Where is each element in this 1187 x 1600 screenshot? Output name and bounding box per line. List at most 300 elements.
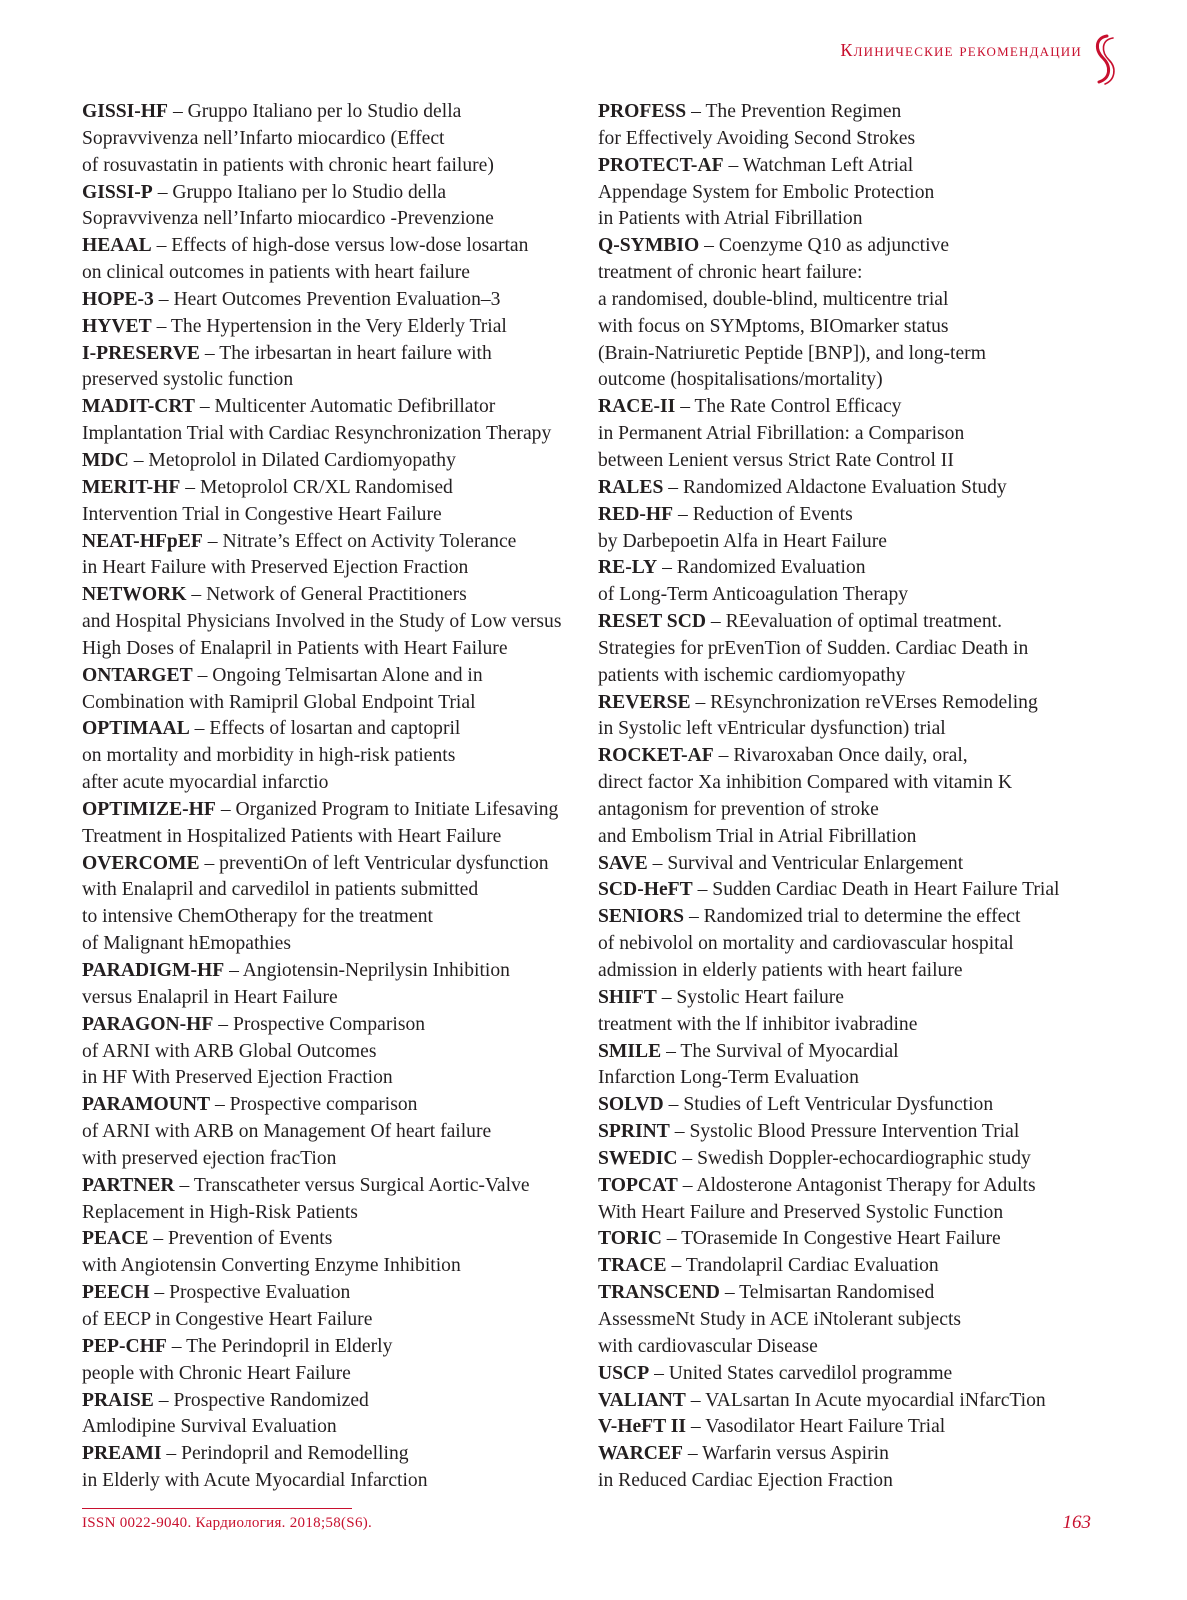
entry-line <box>82 1226 582 1253</box>
abbreviation-entry <box>598 394 1118 475</box>
entry-line <box>82 716 582 743</box>
entry-line <box>598 502 1118 529</box>
definition-text: of nebivolol on mortality and cardiovascular hospital <box>598 933 1014 955</box>
abbreviation-entry <box>598 1388 1118 1415</box>
definition-text: – The Survival of Myocardial <box>666 1040 899 1062</box>
entry-line <box>82 475 582 502</box>
definition-text: in Permanent Atrial Fibrillation: a Comparison <box>598 423 965 445</box>
entry-line <box>82 421 582 448</box>
abbreviation-term: GISSI-HF <box>82 101 169 122</box>
entry-line <box>598 1468 1118 1495</box>
entry-line <box>598 1253 1118 1280</box>
abbreviation-entry <box>82 663 582 717</box>
entry-line <box>82 1012 582 1039</box>
entry-line <box>598 1414 1118 1441</box>
definition-text: – Metoprolol CR/XL Randomised <box>185 476 453 498</box>
definition-text: after acute myocardial infarctio <box>82 772 329 794</box>
abbreviation-entry <box>598 475 1118 502</box>
definition-text: – Systolic Blood Pressure Intervention Trial <box>674 1121 1020 1143</box>
definition-text: – VALsartan In Acute myocardial iNfarcTion <box>690 1389 1046 1411</box>
entry-line <box>82 1334 582 1361</box>
entry-line <box>82 1065 582 1092</box>
abbreviation-entry <box>82 1012 582 1093</box>
definition-text: AssessmeNt Study in ACE iNtolerant subjects <box>598 1308 962 1330</box>
entry-line <box>598 582 1118 609</box>
entry-line <box>598 851 1118 878</box>
abbreviation-list-left <box>82 99 582 1495</box>
definition-text: Treatment in Hospitalized Patients with Heart Failure <box>82 825 502 847</box>
abbreviation-term: SCD-HeFT <box>598 879 693 901</box>
abbreviation-term: PARADIGM-HF <box>82 960 225 981</box>
entry-line <box>598 609 1118 636</box>
abbreviation-entry <box>82 287 582 314</box>
abbreviation-term: PROTECT-AF <box>598 154 724 176</box>
entry-line <box>82 233 582 260</box>
abbreviation-entry <box>82 394 582 448</box>
abbreviation-entry <box>598 1253 1118 1280</box>
entry-line <box>82 180 582 207</box>
abbreviation-list-right <box>598 99 1118 1495</box>
definition-text: – Rivaroxaban Once daily, oral, <box>718 745 968 767</box>
definition-text: – TOrasemide In Congestive Heart Failure <box>666 1228 1001 1250</box>
entry-line <box>598 985 1118 1012</box>
abbreviation-term: V-HeFT II <box>598 1416 686 1438</box>
abbreviation-entry <box>82 1441 582 1495</box>
abbreviation-term: ONTARGET <box>82 664 193 686</box>
abbreviation-entry <box>82 1388 582 1442</box>
abbreviation-entry <box>82 233 582 287</box>
entry-line <box>82 206 582 233</box>
definition-text: preserved systolic function <box>82 369 294 391</box>
abbreviation-entry <box>82 1226 582 1280</box>
abbreviation-entry <box>82 341 582 395</box>
entry-line <box>82 931 582 958</box>
definition-text: treatment of chronic heart failure: <box>598 262 863 284</box>
abbreviation-term: PRAISE <box>82 1389 154 1411</box>
entry-line <box>82 367 582 394</box>
definition-text: (Brain-Natriuretic Peptide [BNP]), and long-term <box>598 342 986 364</box>
entry-line <box>598 529 1118 556</box>
definition-text: – Metoprolol in Dilated Cardiomyopathy <box>133 449 456 471</box>
entry-line <box>82 1253 582 1280</box>
abbreviation-entry <box>82 582 582 663</box>
definition-text: versus Enalapril in Heart Failure <box>82 986 338 1008</box>
definition-text: – Prospective Comparison <box>218 1013 426 1035</box>
abbreviation-term: SOLVD <box>598 1094 664 1116</box>
definition-text: treatment with the lf inhibitor ivabradine <box>598 1013 918 1035</box>
definition-text: – Sudden Cardiac Death in Heart Failure Trial <box>697 879 1060 901</box>
entry-line <box>82 555 582 582</box>
abbreviation-term: TORIC <box>598 1228 662 1250</box>
abbreviation-term: USCP <box>598 1362 650 1384</box>
entry-line <box>598 770 1118 797</box>
abbreviation-entry <box>82 851 582 958</box>
definition-text: antagonism for prevention of stroke <box>598 798 879 820</box>
definition-text: by Darbepoetin Alfa in Heart Failure <box>598 530 887 552</box>
abbreviation-term: RED-HF <box>598 503 674 525</box>
entry-line <box>598 1361 1118 1388</box>
abbreviation-entry <box>82 99 582 180</box>
abbreviation-term: SMILE <box>598 1040 662 1062</box>
abbreviation-entry <box>598 904 1118 985</box>
abbreviation-term: PARAGON-HF <box>82 1013 214 1035</box>
abbreviation-term: TOPCAT <box>598 1174 678 1196</box>
abbreviation-term: RACE-II <box>598 396 676 418</box>
definition-text: – Reduction of Events <box>678 503 853 525</box>
definition-text: – Effects of losartan and captopril <box>194 718 461 740</box>
definition-text: – Aldosterone Antagonist Therapy for Adults <box>682 1174 1036 1196</box>
entry-line <box>598 1307 1118 1334</box>
definition-text: outcome (hospitalisations/mortality) <box>598 369 883 391</box>
entry-line <box>82 1173 582 1200</box>
definition-text: – REevaluation of optimal treatment. <box>710 611 1003 633</box>
entry-line <box>598 716 1118 743</box>
entry-line <box>598 690 1118 717</box>
entry-line <box>82 1388 582 1415</box>
entry-line <box>598 555 1118 582</box>
definition-text: admission in elderly patients with heart failure <box>598 960 963 981</box>
entry-line <box>598 367 1118 394</box>
footer-citation: ISSN 0022-9040. Кардиология. 2018;58(S6). <box>82 1515 373 1531</box>
definition-text: With Heart Failure and Preserved Systolic Function <box>598 1201 1004 1223</box>
abbreviation-entry <box>598 1039 1118 1093</box>
entry-line <box>82 663 582 690</box>
abbreviation-entry <box>598 1280 1118 1361</box>
abbreviation-entry <box>598 743 1118 850</box>
entry-line <box>82 1280 582 1307</box>
abbreviation-entry <box>82 1092 582 1173</box>
definition-text: – Randomized Aldactone Evaluation Study <box>668 476 1007 498</box>
entry-line <box>598 260 1118 287</box>
definition-text: – Gruppo Italiano per lo Studio della <box>172 101 462 122</box>
abbreviation-entry <box>598 1173 1118 1227</box>
abbreviation-term: TRACE <box>598 1255 667 1277</box>
abbreviation-entry <box>82 1334 582 1388</box>
definition-text: Implantation Trial with Cardiac Resynchronization Therapy <box>82 423 552 445</box>
definition-text: High Doses of Enalapril in Patients with Heart Failure <box>82 637 508 659</box>
abbreviation-entry <box>82 716 582 797</box>
definition-text: – Network of General Practitioners <box>191 584 467 606</box>
definition-text: – Heart Outcomes Prevention Evaluation–3 <box>158 288 501 310</box>
abbreviation-entry <box>82 1280 582 1334</box>
entry-line <box>598 1039 1118 1066</box>
definition-text: of EECP in Congestive Heart Failure <box>82 1308 373 1330</box>
entry-line <box>598 448 1118 475</box>
abbreviation-entry <box>82 1173 582 1227</box>
entry-line <box>82 529 582 556</box>
definition-text: in Elderly with Acute Myocardial Infarction <box>82 1470 428 1492</box>
abbreviation-entry <box>598 1441 1118 1495</box>
definition-text: for Effectively Avoiding Second Strokes <box>598 127 916 149</box>
entry-line <box>598 233 1118 260</box>
definition-text: – Randomized trial to determine the effect <box>688 906 1021 928</box>
definition-text: of ARNI with ARB on Management Of heart failure <box>82 1121 492 1143</box>
definition-text: – The Prevention Regimen <box>691 101 902 122</box>
abbreviation-entry <box>82 797 582 851</box>
definition-text: – Multicenter Automatic Defibrillator <box>199 396 496 418</box>
abbreviation-term: NEAT-HFpEF <box>82 530 203 552</box>
abbreviation-entry <box>598 99 1118 153</box>
entry-line <box>82 985 582 1012</box>
definition-text: in Reduced Cardiac Ejection Fraction <box>598 1470 893 1492</box>
entry-line <box>598 1200 1118 1227</box>
entry-line <box>598 341 1118 368</box>
entry-line <box>598 1092 1118 1119</box>
entry-line <box>598 1388 1118 1415</box>
abbreviation-term: PARAMOUNT <box>82 1094 211 1116</box>
definition-text: – Systolic Heart failure <box>661 986 844 1008</box>
definition-text: with Angiotensin Converting Enzyme Inhibition <box>82 1255 461 1277</box>
definition-text: – United States carvedilol programme <box>654 1362 953 1384</box>
abbreviation-term: MDC <box>82 449 129 471</box>
abbreviation-term: Q-SYMBIO <box>598 235 700 257</box>
entry-line <box>82 851 582 878</box>
abbreviation-term: WARCEF <box>598 1443 683 1465</box>
entry-line <box>82 1039 582 1066</box>
entry-line <box>82 394 582 421</box>
definition-text: – Gruppo Italiano per lo Studio della <box>157 181 447 203</box>
definition-text: a randomised, double-blind, multicentre trial <box>598 288 949 310</box>
abbreviation-term: SPRINT <box>598 1121 670 1143</box>
definition-text: – Transcatheter versus Surgical Aortic-Valve <box>179 1174 530 1196</box>
journal-logo-icon <box>1087 32 1119 86</box>
abbreviation-term: GISSI-P <box>82 181 153 203</box>
definition-text: Sopravvivenza nell’Infarto miocardico -Prevenzione <box>82 208 494 230</box>
abbreviation-term: OPTIMIZE-HF <box>82 798 216 820</box>
page-number: 163 <box>1062 1512 1091 1533</box>
abbreviation-term: I-PRESERVE <box>82 342 200 364</box>
definition-text: – Nitrate’s Effect on Activity Tolerance <box>207 530 517 552</box>
abbreviation-entry <box>598 1146 1118 1173</box>
definition-text: – The irbesartan in heart failure with <box>204 342 492 364</box>
abbreviation-term: RALES <box>598 476 664 498</box>
entry-line <box>598 475 1118 502</box>
abbreviation-term: HOPE-3 <box>82 288 154 310</box>
definition-text: on mortality and morbidity in high-risk patients <box>82 745 456 767</box>
abbreviation-term: PEP-CHF <box>82 1335 167 1357</box>
running-header: Клинические рекомендации <box>840 40 1082 60</box>
entry-line <box>82 1092 582 1119</box>
definition-text: – Angiotensin-Neprilysin Inhibition <box>229 960 510 981</box>
entry-line <box>598 153 1118 180</box>
definition-text: Appendage System for Embolic Protection <box>598 181 935 203</box>
definition-text: – Studies of Left Ventricular Dysfunction <box>668 1094 994 1116</box>
entry-line <box>598 824 1118 851</box>
abbreviation-entry <box>598 609 1118 690</box>
abbreviation-term: PEACE <box>82 1228 149 1250</box>
definition-text: in Patients with Atrial Fibrillation <box>598 208 863 230</box>
entry-line <box>598 958 1118 985</box>
definition-text: Amlodipine Survival Evaluation <box>82 1416 337 1438</box>
definition-text: of rosuvastatin in patients with chronic heart failure) <box>82 154 494 176</box>
abbreviation-term: PARTNER <box>82 1174 175 1196</box>
definition-text: – preventiOn of left Ventricular dysfunction <box>204 852 549 874</box>
entry-line <box>598 421 1118 448</box>
abbreviation-entry <box>598 1119 1118 1146</box>
abbreviation-term: HYVET <box>82 315 152 337</box>
entry-line <box>82 126 582 153</box>
entry-line <box>82 636 582 663</box>
abbreviation-entry <box>82 448 582 475</box>
entry-line <box>82 1414 582 1441</box>
abbreviation-entry <box>82 314 582 341</box>
definition-text: – Prevention of Events <box>153 1228 333 1250</box>
abbreviation-term: PEECH <box>82 1282 150 1304</box>
definition-text: – The Perindopril in Elderly <box>171 1335 393 1357</box>
definition-text: direct factor Xa inhibition Compared with vitamin K <box>598 772 1013 794</box>
footer-divider <box>82 1508 352 1509</box>
entry-line <box>598 931 1118 958</box>
entry-line <box>598 1146 1118 1173</box>
definition-text: – The Hypertension in the Very Elderly Trial <box>156 315 507 337</box>
abbreviation-term: MADIT-CRT <box>82 396 195 418</box>
abbreviation-term: VALIANT <box>598 1389 686 1411</box>
entry-line <box>598 287 1118 314</box>
abbreviation-term: REVERSE <box>598 691 691 713</box>
definition-text: – Perindopril and Remodelling <box>166 1443 409 1465</box>
entry-line <box>598 1173 1118 1200</box>
abbreviation-entry <box>82 529 582 583</box>
abbreviation-term: PROFESS <box>598 101 687 122</box>
definition-text: – REsynchronization reVErses Remodeling <box>695 691 1038 713</box>
definition-text: Combination with Ramipril Global Endpoint Trial <box>82 691 476 713</box>
entry-line <box>82 99 582 126</box>
entry-line <box>82 260 582 287</box>
definition-text: and Embolism Trial in Atrial Fibrillation <box>598 825 917 847</box>
definition-text: of ARNI with ARB Global Outcomes <box>82 1040 377 1062</box>
entry-line <box>82 1307 582 1334</box>
definition-text: – The Rate Control Efficacy <box>680 396 902 418</box>
entry-line <box>82 502 582 529</box>
definition-text: – Survival and Ventricular Enlargement <box>652 852 964 874</box>
entry-line <box>598 180 1118 207</box>
entry-line <box>82 958 582 985</box>
definition-text: of Malignant hEmopathies <box>82 933 291 955</box>
definition-text: – Ongoing Telmisartan Alone and in <box>197 664 483 686</box>
abbreviation-term: OPTIMAAL <box>82 718 190 740</box>
abbreviation-entry <box>598 1092 1118 1119</box>
definition-text: Intervention Trial in Congestive Heart Failure <box>82 503 442 525</box>
abbreviation-entry <box>598 502 1118 556</box>
definition-text: to intensive ChemOtherapy for the treatment <box>82 906 433 928</box>
entry-line <box>598 1280 1118 1307</box>
entry-line <box>598 904 1118 931</box>
definition-text: patients with ischemic cardiomyopathy <box>598 664 906 686</box>
entry-line <box>82 824 582 851</box>
entry-line <box>82 1361 582 1388</box>
entry-line <box>598 314 1118 341</box>
entry-line <box>82 904 582 931</box>
definition-text: in Heart Failure with Preserved Ejection Fraction <box>82 557 469 579</box>
entry-line <box>82 797 582 824</box>
abbreviation-entry <box>598 1226 1118 1253</box>
definition-text: – Prospective Evaluation <box>154 1282 351 1304</box>
entry-line <box>82 743 582 770</box>
abbreviation-entry <box>598 851 1118 878</box>
definition-text: – Effects of high-dose versus low-dose losartan <box>156 235 529 257</box>
definition-text: – Warfarin versus Aspirin <box>687 1443 889 1465</box>
definition-text: – Trandolapril Cardiac Evaluation <box>671 1255 939 1277</box>
entry-line <box>598 1226 1118 1253</box>
entry-line <box>598 636 1118 663</box>
definition-text: – Prospective comparison <box>214 1094 418 1116</box>
abbreviation-term: SWEDIC <box>598 1147 678 1169</box>
definition-text: on clinical outcomes in patients with heart failure <box>82 262 470 284</box>
abbreviation-entry <box>82 475 582 529</box>
entry-line <box>598 877 1118 904</box>
definition-text: – Watchman Left Atrial <box>728 154 914 176</box>
entry-line <box>598 1012 1118 1039</box>
abbreviation-entry <box>598 233 1118 394</box>
entry-line <box>598 1065 1118 1092</box>
entry-line <box>82 1146 582 1173</box>
definition-text: – Vasodilator Heart Failure Trial <box>690 1416 946 1438</box>
definition-text: with focus on SYMptoms, BIOmarker status <box>598 315 949 337</box>
abbreviation-term: RESET SCD <box>598 611 706 633</box>
entry-line <box>82 448 582 475</box>
entry-line <box>598 743 1118 770</box>
entry-line <box>82 287 582 314</box>
definition-text: Infarction Long-Term Evaluation <box>598 1067 859 1089</box>
abbreviation-term: MERIT-HF <box>82 476 181 498</box>
abbreviation-term: SHIFT <box>598 986 657 1008</box>
abbreviation-entry <box>598 877 1118 904</box>
entry-line <box>82 1441 582 1468</box>
abbreviation-term: PREAMI <box>82 1443 162 1465</box>
abbreviation-entry <box>598 1414 1118 1441</box>
entry-line <box>598 797 1118 824</box>
abbreviation-term: SENIORS <box>598 906 685 928</box>
entry-line <box>82 1200 582 1227</box>
entry-line <box>598 394 1118 421</box>
definition-text: and Hospital Physicians Involved in the Study of Low versus <box>82 611 562 633</box>
definition-text: with preserved ejection fracTion <box>82 1147 337 1169</box>
abbreviation-term: HEAAL <box>82 235 152 257</box>
definition-text: with cardiovascular Disease <box>598 1335 818 1357</box>
definition-text: Replacement in High-Risk Patients <box>82 1201 358 1223</box>
entry-line <box>82 341 582 368</box>
abbreviation-term: OVERCOME <box>82 852 200 874</box>
entry-line <box>598 663 1118 690</box>
abbreviation-term: TRANSCEND <box>598 1282 720 1304</box>
abbreviation-term: NETWORK <box>82 584 187 606</box>
definition-text: between Lenient versus Strict Rate Control II <box>598 449 954 471</box>
abbreviation-term: SAVE <box>598 852 648 874</box>
abbreviation-term: RE-LY <box>598 557 658 579</box>
definition-text: – Organized Program to Initiate Lifesaving <box>220 798 559 820</box>
entry-line <box>598 126 1118 153</box>
abbreviation-entry <box>598 555 1118 609</box>
definition-text: of Long-Term Anticoagulation Therapy <box>598 584 909 606</box>
entry-line <box>82 1119 582 1146</box>
abbreviation-entry <box>598 153 1118 234</box>
entry-line <box>82 1468 582 1495</box>
abbreviation-entry <box>598 690 1118 744</box>
abbreviation-entry <box>82 958 582 1012</box>
definition-text: – Coenzyme Q10 as adjunctive <box>704 235 950 257</box>
definition-text: – Randomized Evaluation <box>662 557 866 579</box>
entry-line <box>82 609 582 636</box>
entry-line <box>598 99 1118 126</box>
abbreviation-entry <box>598 985 1118 1039</box>
entry-line <box>82 770 582 797</box>
entry-line <box>82 690 582 717</box>
definition-text: – Swedish Doppler-echocardiographic study <box>682 1147 1031 1169</box>
entry-line <box>82 877 582 904</box>
abbreviation-entry <box>598 1361 1118 1388</box>
abbreviation-term: ROCKET-AF <box>598 745 714 767</box>
definition-text: – Telmisartan Randomised <box>724 1282 935 1304</box>
